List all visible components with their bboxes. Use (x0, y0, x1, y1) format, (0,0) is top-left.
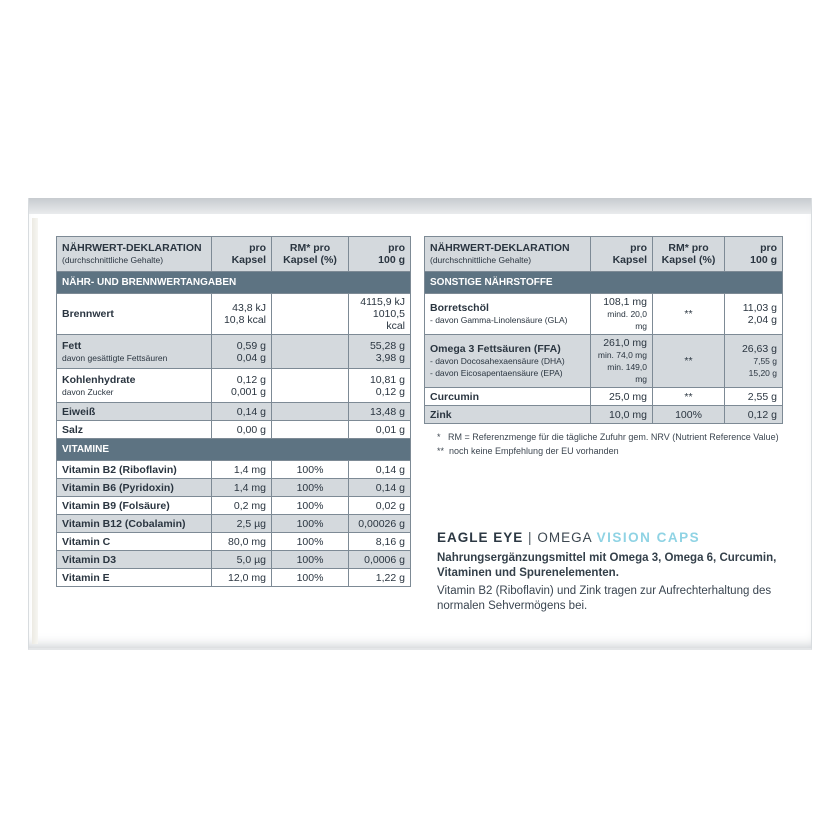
row-100g: 1,22 g (349, 569, 411, 587)
fett-kapsel: 0,59 g (236, 339, 266, 352)
row-label: Vitamin B12 (Cobalamin) (57, 515, 212, 533)
row-label: Brennwert (57, 294, 212, 335)
row-100g: 0,12 g (725, 406, 783, 424)
row-kapsel: 0,14 g (212, 403, 272, 421)
table-row (57, 497, 411, 515)
table-header (57, 237, 411, 272)
row-100g: 0,00026 g (349, 515, 411, 533)
table-row (57, 533, 411, 551)
header-rm-unit: Kapsel (%) (283, 254, 337, 266)
row-label: Vitamin C (57, 533, 212, 551)
row-kapsel: 5,0 µg (212, 551, 272, 569)
row-100g: 2,55 g (725, 388, 783, 406)
table-row (57, 421, 411, 439)
brand-line (437, 530, 700, 545)
package-edge (32, 218, 38, 644)
omega-kapsel-dha: min. 74,0 mg (597, 350, 647, 360)
header-subtitle: (durchschnittliche Gehalte) (62, 255, 164, 265)
row-100g: 0,14 g (349, 479, 411, 497)
header-pro: pro (249, 242, 266, 254)
row-100g: 0,0006 g (349, 551, 411, 569)
table-row (57, 335, 411, 369)
table-row (57, 403, 411, 421)
row-100g: 13,48 g (349, 403, 411, 421)
row-sublabel: - davon Eicosapentaensäure (EPA) (430, 368, 563, 378)
table-header (425, 237, 783, 272)
row-rm: 100% (272, 479, 349, 497)
row-kapsel: 1,4 mg (212, 479, 272, 497)
table-row (425, 388, 783, 406)
kh-kapsel: 0,12 g (236, 373, 266, 386)
row-rm: 100% (272, 569, 349, 587)
section-header: NÄHR- UND BRENNWERTANGABEN (57, 272, 411, 294)
nutrition-table-left (56, 236, 411, 587)
row-rm: 100% (272, 497, 349, 515)
row-label: Eiweiß (57, 403, 212, 421)
row-kapsel: 25,0 mg (591, 388, 653, 406)
kh-kapsel-sub: 0,001 g (230, 385, 266, 398)
product-name: OMEGA (537, 530, 592, 545)
row-rm: 100% (272, 533, 349, 551)
row-label: Vitamin E (57, 569, 212, 587)
table-row (425, 406, 783, 424)
row-label: Zink (425, 406, 591, 424)
nutrition-table-right (424, 236, 783, 424)
header-rm: RM* pro (668, 242, 709, 254)
brennwert-kapsel-kj: 43,8 kJ (232, 302, 266, 314)
brennwert-kapsel-kcal: 10,8 kcal (223, 314, 266, 326)
row-sublabel: davon gesättigte Fettsäuren (62, 352, 168, 363)
brennwert-100g-kj: 4115,9 kJ (360, 296, 405, 308)
kh-100g-sub: 0,12 g (375, 385, 405, 398)
table-row (57, 569, 411, 587)
package-lid (29, 198, 811, 214)
omega-100g-epa: 15,20 g (748, 368, 777, 378)
row-kapsel: 10,0 mg (591, 406, 653, 424)
row-rm: ** (653, 294, 725, 335)
row-kapsel: 2,5 µg (212, 515, 272, 533)
omega-kapsel-epa: min. 149,0 mg (607, 362, 647, 384)
row-label: Kohlenhydrate (62, 373, 136, 386)
brand-separator: | (528, 530, 533, 545)
product-tagline: Nahrungsergänzungsmittel mit Omega 3, Omega 6, Curcumin, Vitaminen und Spurenelementen. (437, 552, 777, 579)
borretsch-100g-sub: 2,04 g (747, 314, 777, 326)
row-label: Salz (57, 421, 212, 439)
borretsch-100g: 11,03 g (742, 302, 777, 314)
fett-100g-sub: 3,98 g (375, 351, 405, 364)
row-label: Curcumin (425, 388, 591, 406)
table-row (57, 461, 411, 479)
header-rm-unit: Kapsel (%) (661, 254, 716, 266)
row-label: Vitamin B9 (Folsäure) (57, 497, 212, 515)
row-100g: 8,16 g (349, 533, 411, 551)
header-pro-100: pro (760, 242, 777, 254)
borretsch-kapsel-sub: mind. 20,0 mg (607, 309, 647, 331)
fett-kapsel-sub: 0,04 g (236, 351, 266, 364)
row-sublabel: davon Zucker (62, 386, 114, 397)
row-rm: 100% (653, 406, 725, 424)
header-subtitle: (durchschnittliche Gehalte) (430, 255, 532, 265)
header-title: NÄHRWERT-DEKLARATION (430, 242, 570, 254)
row-sublabel: - davon Docosahexaensäure (DHA) (430, 356, 565, 366)
brand-name: EAGLE EYE (437, 530, 524, 545)
fett-100g: 55,28 g (369, 339, 405, 352)
header-title: NÄHRWERT-DEKLARATION (62, 242, 202, 254)
omega-100g: 26,63 g (741, 343, 777, 355)
product-accent: VISION CAPS (596, 530, 701, 545)
row-100g: 0,14 g (349, 461, 411, 479)
product-description: Vitamin B2 (Riboflavin) und Zink tragen zur Aufrechterhaltung des normalen Sehvermögens bei. (437, 585, 772, 612)
section-header: VITAMINE (57, 439, 411, 461)
row-kapsel: 0,00 g (212, 421, 272, 439)
table-row (57, 294, 411, 335)
row-rm: ** (653, 388, 725, 406)
table-row (57, 479, 411, 497)
table-row (425, 294, 783, 335)
table-row (425, 335, 783, 388)
row-rm: 100% (272, 461, 349, 479)
row-kapsel: 80,0 mg (212, 533, 272, 551)
omega-kapsel: 261,0 mg (603, 337, 647, 349)
header-pro: pro (630, 242, 647, 254)
table-row (57, 369, 411, 403)
row-100g: 0,02 g (349, 497, 411, 515)
row-rm: ** (653, 335, 725, 388)
kh-100g: 10,81 g (369, 373, 405, 386)
brennwert-100g-kcal: 1010,5 kcal (372, 308, 405, 332)
header-kapsel: Kapsel (612, 254, 647, 266)
table-row (57, 551, 411, 569)
header-kapsel: Kapsel (231, 254, 266, 266)
row-label: Vitamin D3 (57, 551, 212, 569)
header-rm: RM* pro (289, 242, 331, 254)
row-100g: 0,01 g (349, 421, 411, 439)
footnote-eu: ** noch keine Empfehlung der EU vorhanden (437, 446, 619, 456)
row-sublabel: - davon Gamma-Linolensäure (GLA) (430, 315, 568, 325)
omega-100g-dha: 7,55 g (753, 356, 777, 366)
header-pro-100: pro (388, 242, 405, 254)
section-header: SONSTIGE NÄHRSTOFFE (425, 272, 783, 294)
row-label: Borretschöl (430, 302, 489, 314)
row-kapsel: 1,4 mg (212, 461, 272, 479)
row-label: Vitamin B6 (Pyridoxin) (57, 479, 212, 497)
row-kapsel: 0,2 mg (212, 497, 272, 515)
row-rm: 100% (272, 551, 349, 569)
borretsch-kapsel: 108,1 mg (603, 296, 647, 308)
header-100g: 100 g (378, 254, 405, 266)
header-100g: 100 g (750, 254, 777, 266)
row-label: Vitamin B2 (Riboflavin) (57, 461, 212, 479)
row-label: Fett (62, 339, 82, 352)
footnote-rm: * RM = Referenzmenge für die tägliche Zufuhr gem. NRV (Nutrient Reference Value) (437, 432, 779, 442)
row-label: Omega 3 Fettsäuren (FFA) (430, 343, 561, 355)
row-rm: 100% (272, 515, 349, 533)
table-row (57, 515, 411, 533)
row-kapsel: 12,0 mg (212, 569, 272, 587)
